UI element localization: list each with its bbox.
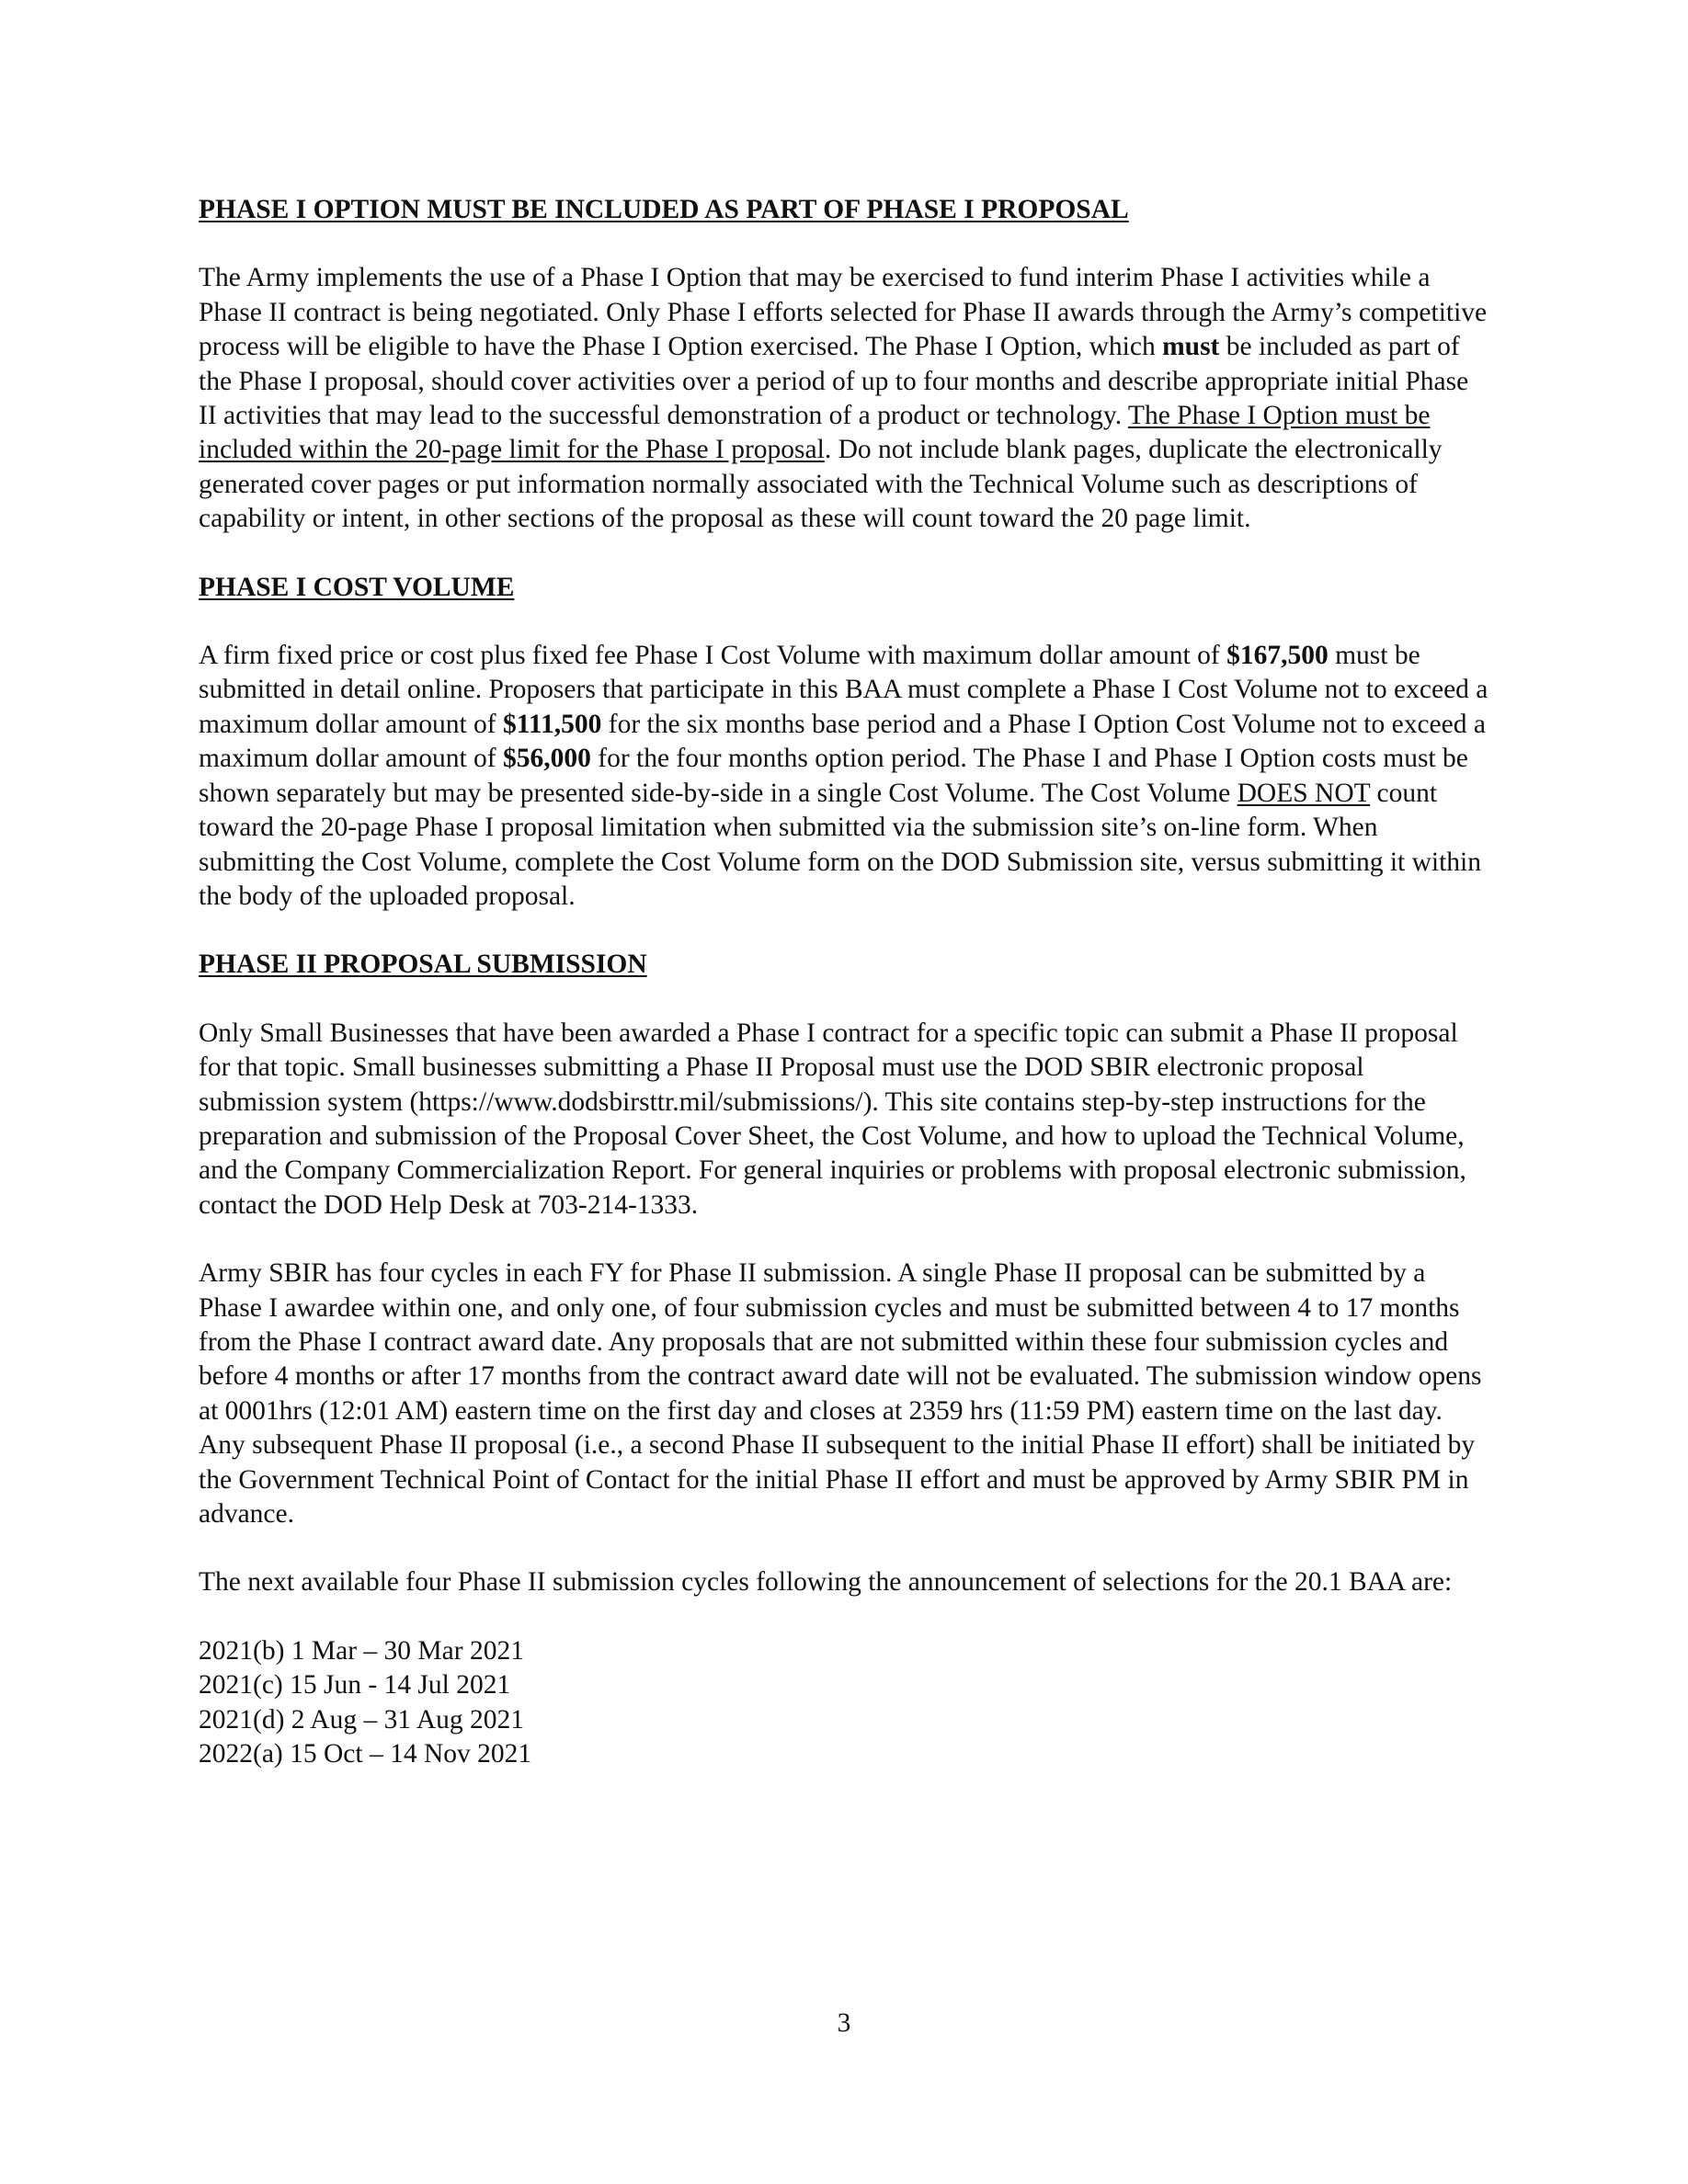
phase-ii-cycles-paragraph: Army SBIR has four cycles in each FY for Phase II submission. A single Phase II proposal can be submitted by a Phase I awardee within one, and only one, of four submission cycles and must be submitted between 4 to 17 months from the Phase I contract award date. Any proposals that are not submitted within these four submission cycles and before 4 months or after 17 months from the contract award date will not be evaluated. The submission window opens at 0001hrs (12:01 AM) eastern time on the first day and closes at 2359 hrs (11:59 PM) eastern time on the last day. Any subsequent Phase II proposal (i.e., a second Phase II subsequent to the initial Phase II effort) shall be initiated by the Government Technical Point of Contact for the initial Phase II effort and must be approved by Army SBIR PM in advance.	[199, 1258, 1482, 1529]
section-heading-phase-i-option: PHASE I OPTION MUST BE INCLUDED AS PART OF PHASE I PROPOSAL	[199, 195, 1129, 224]
must-emphasis: must	[1162, 332, 1220, 362]
does-not-emphasis: DOES NOT	[1237, 778, 1371, 808]
phase-ii-eligibility-paragraph: Only Small Businesses that have been awarded a Phase I contract for a specific topic can submit a Phase II proposal for that topic. Small businesses submitting a Phase II Proposal must use the DOD SBIR electronic proposal submission system (https://www.dodsbirsttr.mil/submissions/). This site contains step-by-step instructions for the preparation and submission of the Proposal Cover Sheet, the Cost Volume, and how to upload the Technical Volume, and the Company Commercialization Report. For general inquiries or problems with proposal electronic submission, contact the DOD Help Desk at 703-214-1333.	[199, 1018, 1466, 1220]
list-item: 2021(c) 15 Jun - 14 Jul 2021	[199, 1670, 511, 1701]
phase-i-option-paragraph: The Army implements the use of a Phase I Option that may be exercised to fund interim Phase I activities while a Phase II contract is being negotiated. Only Phase I efforts selected for Phase II awards through the Army’s competitive process will be eligible to have the Phase I Option exercised. The Phase I Option, which must be included as part of the Phase I proposal, should cover activities over a period of up to four months and describe appropriate initial Phase II activities that may lead to the successful demonstration of a product or technology. The Phase I Option must be included within the 20-page limit for the Phase I proposal. Do not include blank pages, duplicate the electronically generated cover pages or put information normally associated with the Technical Volume such as descriptions of capability or intent, in other sections of the proposal as these will count toward the 20 page limit.	[199, 263, 1488, 534]
next-cycles-intro: The next available four Phase II submission cycles following the announcement of selections for the 20.1 BAA are:	[199, 1567, 1453, 1598]
max-total-amount: $167,500	[1226, 641, 1329, 671]
list-item: 2021(d) 2 Aug – 31 Aug 2021	[199, 1704, 524, 1735]
list-item: 2022(a) 15 Oct – 14 Nov 2021	[199, 1739, 532, 1769]
submission-cycles-list	[199, 1634, 1489, 1772]
page-limit-note: The Phase I Option must be included within the 20-page limit for the Phase I proposal	[199, 401, 1431, 465]
section-heading-cost-volume: PHASE I COST VOLUME	[199, 572, 515, 602]
cost-volume-paragraph: A firm fixed price or cost plus fixed fee Phase I Cost Volume with maximum dollar amount of $167,500 must be submitted in detail online. Proposers that participate in this BAA must complete a Phase I Cost Volume not to exceed a maximum dollar amount of $111,500 for the six months base period and a Phase I Option Cost Volume not to exceed a maximum dollar amount of $56,000 for the four months option period. The Phase I and Phase I Option costs must be shown separately but may be presented side-by-side in a single Cost Volume. The Cost Volume DOES NOT count toward the 20-page Phase I proposal limitation when submitted via the submission site’s on-line form. When submitting the Cost Volume, complete the Cost Volume form on the DOD Submission site, versus submitting it within the body of the uploaded proposal.	[199, 641, 1488, 911]
max-base-amount: $111,500	[503, 709, 602, 739]
page-number: 3	[837, 2008, 851, 2038]
document-page	[199, 193, 1489, 1771]
list-item: 2021(b) 1 Mar – 30 Mar 2021	[199, 1635, 524, 1666]
section-heading-phase-ii-submission: PHASE II PROPOSAL SUBMISSION	[199, 950, 647, 980]
max-option-amount: $56,000	[503, 744, 591, 774]
